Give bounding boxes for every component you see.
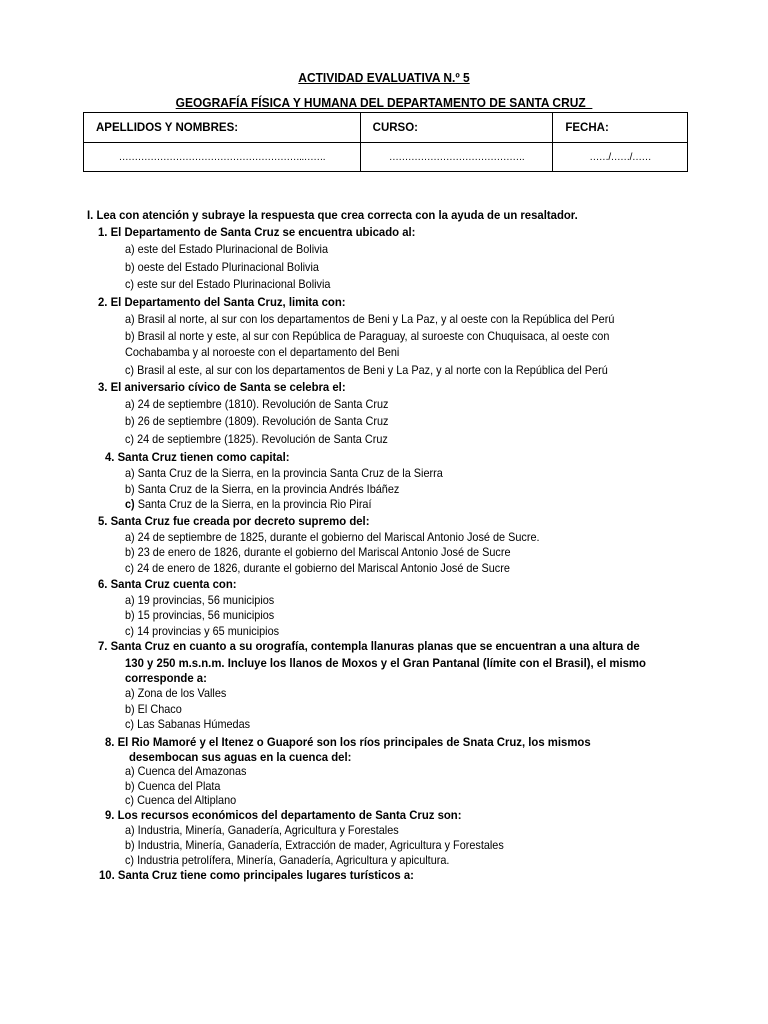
q3-option-a: a) 24 de septiembre (1810). Revolución de Santa Cruz (125, 398, 389, 411)
question-6: 6. Santa Cruz cuenta con: (98, 577, 237, 591)
question-4: 4. Santa Cruz tienen como capital: (105, 450, 290, 464)
q5-option-a: a) 24 de septiembre de 1825, durante el gobierno del Mariscal Antonio José de Sucre. (125, 531, 540, 544)
q7-option-b: b) El Chaco (125, 703, 182, 716)
q8-option-a: a) Cuenca del Amazonas (125, 765, 247, 778)
question-7: 7. Santa Cruz en cuanto a su orografía, contempla llanuras planas que se encuentran a una altura de (98, 639, 640, 653)
question-5: 5. Santa Cruz fue creada por decreto supremo del: (98, 514, 370, 528)
student-info-table (83, 112, 688, 172)
question-3: 3. El aniversario cívico de Santa se celebra el: (98, 380, 346, 394)
q2-option-a: a) Brasil al norte, al sur con los departamentos de Beni y La Paz, y al oeste con la República del Perú (125, 313, 615, 326)
q2-option-b-cont: Cochabamba y al noroeste con el departamento del Beni (125, 346, 400, 359)
q4-option-c-text: Santa Cruz de la Sierra, en la provincia Rio Piraí (134, 498, 372, 511)
names-label: APELLIDOS Y NOMBRES: (84, 113, 361, 143)
q4-option-b: b) Santa Cruz de la Sierra, en la provincia Andrés Ibáñez (125, 483, 400, 496)
q7-option-c: c) Las Sabanas Húmedas (125, 718, 251, 731)
q5-option-c: c) 24 de enero de 1826, durante el gobierno del Mariscal Antonio José de Sucre (125, 562, 510, 575)
names-blank: …………………………………………………..……. (84, 143, 361, 172)
question-2: 2. El Departamento del Santa Cruz, limita con: (98, 295, 346, 309)
q2-option-c: c) Brasil al este, al sur con los departamentos de Beni y La Paz, y al norte con la República del Perú (125, 364, 608, 377)
q6-option-a: a) 19 provincias, 56 municipios (125, 594, 275, 607)
date-label: FECHA: (553, 113, 688, 143)
question-1: 1. El Departamento de Santa Cruz se encuentra ubicado al: (98, 225, 416, 239)
q5-option-b: b) 23 de enero de 1826, durante el gobierno del Mariscal Antonio José de Sucre (125, 546, 511, 559)
date-blank: ……/……/…… (553, 143, 688, 172)
q1-option-b: b) oeste del Estado Plurinacional Bolivia (125, 261, 319, 274)
q9-option-a: a) Industria, Minería, Ganadería, Agricultura y Forestales (125, 824, 399, 837)
question-7-cont-2: corresponde a: (125, 671, 207, 685)
q8-option-c: c) Cuenca del Altiplano (125, 794, 237, 807)
q9-option-b: b) Industria, Minería, Ganadería, Extracción de mader, Agricultura y Forestales (125, 839, 504, 852)
q2-option-b: b) Brasil al norte y este, al sur con República de Paraguay, al suroeste con Chuquisaca, al oeste con (125, 330, 610, 343)
question-8-cont: desembocan sus aguas en la cuenca del: (129, 750, 352, 764)
q8-option-b: b) Cuenca del Plata (125, 780, 221, 793)
q7-option-a: a) Zona de los Valles (125, 687, 227, 700)
course-blank: ……………………………………. (360, 143, 553, 172)
question-9: 9. Los recursos económicos del departamento de Santa Cruz son: (105, 808, 462, 822)
q1-option-c: c) este sur del Estado Plurinacional Bolivia (125, 278, 331, 291)
activity-title: ACTIVIDAD EVALUATIVA N.º 5 (298, 70, 470, 85)
q4-option-a: a) Santa Cruz de la Sierra, en la provincia Santa Cruz de la Sierra (125, 467, 443, 480)
question-10: 10. Santa Cruz tiene como principales lugares turísticos a: (99, 868, 414, 882)
question-8: 8. El Rio Mamoré y el Itenez o Guaporé son los ríos principales de Snata Cruz, los mismos (105, 735, 591, 749)
q3-option-b: b) 26 de septiembre (1809). Revolución de Santa Cruz (125, 415, 389, 428)
q3-option-c: c) 24 de septiembre (1825). Revolución de Santa Cruz (125, 433, 388, 446)
q6-option-b: b) 15 provincias, 56 municipios (125, 609, 275, 622)
instructions: I. Lea con atención y subraye la respuesta que crea correcta con la ayuda de un resaltador. (87, 208, 578, 222)
subject-title: GEOGRAFÍA FÍSICA Y HUMANA DEL DEPARTAMENTO DE SANTA CRUZ_ (175, 95, 593, 110)
question-7-cont-1: 130 y 250 m.s.n.m. Incluye los llanos de Moxos y el Gran Pantanal (límite con el Brasil), el mismo (125, 656, 646, 670)
q4-option-c (125, 498, 372, 511)
q9-option-c: c) Industria petrolífera, Minería, Ganadería, Agricultura y apicultura. (125, 854, 450, 867)
q4-option-c-letter: c) (125, 498, 135, 511)
q6-option-c: c) 14 provincias y 65 municipios (125, 625, 280, 638)
q1-option-a: a) este del Estado Plurinacional de Bolivia (125, 243, 329, 256)
course-label: CURSO: (360, 113, 553, 143)
